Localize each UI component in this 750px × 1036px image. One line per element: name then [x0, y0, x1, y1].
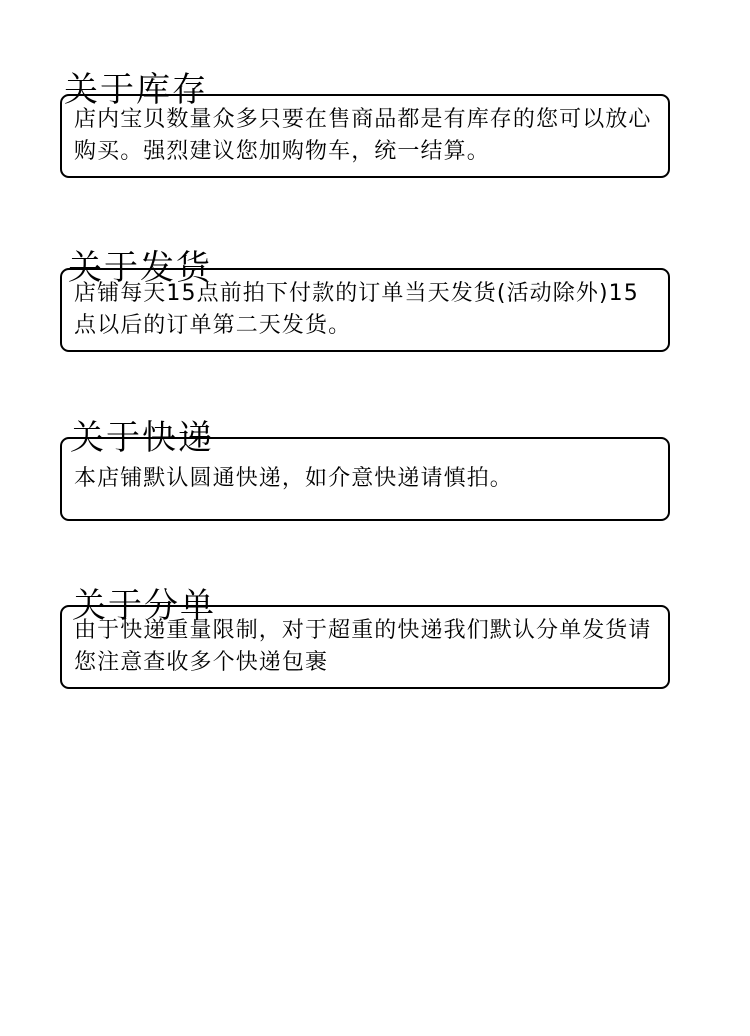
section-text-inventory: 店内宝贝数量众多只要在售商品都是有库存的您可以放心购买。强烈建议您加购物车，统一结算。: [74, 107, 652, 164]
section-text-courier: 本店铺默认圆通快递，如介意快递请慎拍。: [74, 466, 513, 491]
section-title-courier: 关于快递: [70, 418, 214, 459]
section-box-split-order: [60, 605, 670, 689]
section-title-shipping: 关于发货: [68, 248, 212, 289]
section-box-inventory: [60, 94, 670, 178]
section-title-inventory: 关于库存: [64, 70, 208, 111]
section-box-shipping: [60, 268, 670, 352]
section-title-split-order: 关于分单: [72, 586, 216, 627]
section-text-shipping: 店铺每天15点前拍下付款的订单当天发货(活动除外)15点以后的订单第二天发货。: [74, 281, 639, 338]
section-text-split-order: 由于快递重量限制，对于超重的快递我们默认分单发货请您注意查收多个快递包裹: [74, 618, 652, 675]
section-box-courier: [60, 437, 670, 521]
